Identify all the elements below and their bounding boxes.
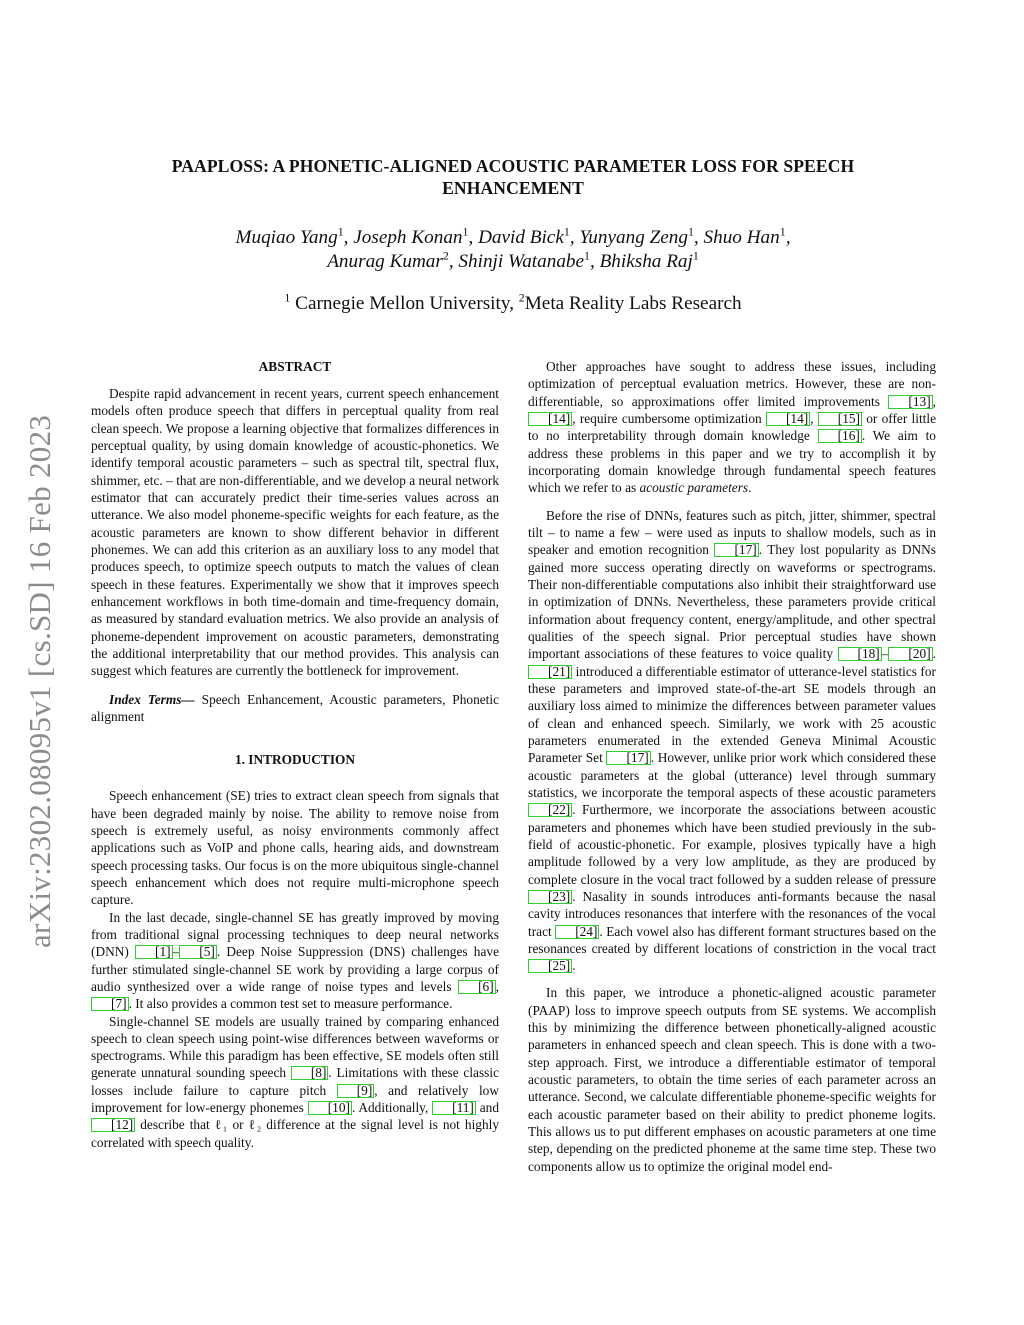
author: Bhiksha Raj$^1$ (599, 248, 699, 272)
citation-link[interactable]: [22] (528, 803, 572, 817)
author: Anurag Kumar$^2$ (327, 248, 449, 272)
citation-link[interactable]: [15] (818, 412, 862, 426)
citation-link[interactable]: [13] (888, 395, 932, 409)
paper-title-line-2: ENHANCEMENT (442, 178, 584, 198)
paragraph: In the last decade, single-channel SE has greatly improved by moving from traditional signal processing techniques to deep neural networks (DNN) [1] – [5] . Deep Noise Suppression (DNS) challenges have further stimulated single-channel SE work by providing a large corpus of audio synthesized over a wide range of noise types and levels [6] , [7] . It also provides a common test set to measure performance. (91, 909, 499, 1012)
author: David Bick$^1$ (478, 224, 570, 248)
paper-title-line-1: PAAPLOSS: A PHONETIC-ALIGNED ACOUSTIC PARAMETER LOSS FOR SPEECH (171, 156, 855, 176)
index-terms-text: Speech Enhancement, Acoustic parameters, Phonetic alignment (91, 691, 499, 724)
citation-link[interactable]: [12] (91, 1118, 135, 1132)
citation-link[interactable]: [8] (291, 1066, 329, 1080)
abstract-text: Despite rapid advancement in recent years, current speech enhancement models often produce speech that differs in perceptual quality from real clean speech. We propose a learning objective that formalizes differences in perceptual quality, by using domain knowledge of acoustic-phonetics. We identify temporal acoustic parameters – such as spectral tilt, spectral flux, shimmer, etc. – that are non-differentiable, and we develop a neural network estimator that can accurately predict their time-series values across an utterance. We also model phoneme-specific weights for each feature, as the acoustic parameters are known to show different behavior in different phonemes. We can add this criterion as an auxiliary loss to any model that produces speech, to optimize speech outputs to match the values of clean speech in these features. Experimentally we show that it improves speech enhancement workflows in both time-domain and time-frequency domain, as measured by standard evaluation metrics. We also provide an analysis of phoneme-dependent improvement on acoustic parameters, demonstrating the additional interpretability that our method provides. This analysis can suggest which features are currently the bottleneck for improvement. (91, 386, 499, 679)
citation-link[interactable]: [10] (308, 1101, 352, 1115)
citation-link[interactable]: [17] (714, 543, 758, 557)
citation-link[interactable]: [20] (888, 647, 932, 661)
right-column-body (528, 358, 936, 1175)
citation-link[interactable]: [17] (606, 751, 650, 765)
author-list (90, 226, 936, 274)
introduction-body (91, 787, 499, 1151)
index-terms (91, 691, 499, 726)
citation-link[interactable]: [24] (555, 925, 599, 939)
citation-link[interactable]: [6] (458, 980, 496, 994)
left-column (91, 358, 499, 1151)
affiliation-cmu: Carnegie Mellon University (295, 293, 510, 314)
author-line-2: Anurag Kumar$^2$, Shinji Watanabe$^1$, Bhiksha Raj$^1$ (327, 248, 699, 272)
affiliations: $^1$ Carnegie Mellon University, $^2$Meta Reality Labs Research (284, 290, 742, 314)
author: Muqiao Yang$^1$ (235, 224, 344, 248)
citation-link[interactable]: [5] (179, 945, 217, 959)
paragraph: Single-channel SE models are usually trained by comparing enhanced speech to clean speech using point-wise differences between waveforms or spectrograms. While this paradigm has been effective, SE models often still generate unnatural sounding speech [8] . Limitations with these classic losses include failure to capture pitch [9] , and relatively low improvement for low-energy phonemes [10] . Additionally, [11] and [12] describe that ℓ₁ or ℓ₂ difference at the signal level is not highly correlated with speech quality. (91, 1013, 499, 1150)
citation-link[interactable]: [11] (432, 1101, 476, 1115)
emphasis: acoustic parameters (639, 480, 749, 496)
citation-link[interactable]: [14] (766, 412, 810, 426)
abstract-heading: ABSTRACT (258, 359, 332, 374)
citation-link[interactable]: [1] (135, 945, 173, 959)
author: Joseph Konan$^1$ (353, 224, 469, 248)
arxiv-identifier: arXiv:2302.08095v1 [cs.SD] 16 Feb 2023 (22, 414, 57, 948)
paragraph: Other approaches have sought to address these issues, including optimization of perceptual evaluation metrics. However, these are non-differentiable, so approximations offer limited improvements [13] , [14] , require cumbersome optimization [14] , [15] or offer little to no interpretability through domain knowledge [16] . We aim to address these problems in this paper and we try to accomplish it by incorporating domain knowledge through fundamental speech features which we refer to as acoustic parameters. (528, 359, 936, 496)
right-column (528, 358, 936, 1175)
citation-link[interactable]: [16] (818, 429, 862, 443)
paper-title (90, 155, 936, 199)
citation-link[interactable]: [21] (528, 665, 572, 679)
citation-link[interactable]: [25] (528, 959, 572, 973)
paragraph: In this paper, we introduce a phonetic-aligned acoustic parameter (PAAP) loss to improve speech outputs from SE systems. We accomplish this by minimizing the difference between phonetically-aligned acoustic parameters in enhanced speech and clean speech. This is done with a two-step approach. First, we introduce a differentiable estimator of temporal acoustic parameters, to obtain the time series of each parameter across an utterance. Second, we calculate differentiable phoneme-specific weights for each acoustic parameter based on their ability to predict phoneme logits. This allows us to put different emphases on acoustic parameters at one time step, depending on the predicted phoneme at the same time step. These two components allow us to optimize the original model end- (528, 985, 936, 1174)
author: Shinji Watanabe$^1$ (458, 248, 590, 272)
citation-link[interactable]: [7] (91, 997, 129, 1011)
citation-link[interactable]: [9] (337, 1084, 375, 1098)
citation-link[interactable]: [23] (528, 890, 572, 904)
citation-link[interactable]: [14] (528, 412, 572, 426)
author-line-1: Muqiao Yang$^1$, Joseph Konan$^1$, David Bick$^1$, Yunyang Zeng$^1$, Shuo Han$^1$, (235, 224, 791, 248)
paragraph: Before the rise of DNNs, features such as pitch, jitter, shimmer, spectral tilt – to name a few – were used as inputs to shallow models, such as in speaker and emotion recognition [17] . They lost popularity as DNNs gained more success operating directly on waveforms or spectrograms. Their non-differentiable computations also inhibit their straightforward use in optimization of DNNs. Nevertheless, these parameters provide critical information about frequency content, energy/amplitude, and other spectral qualities of the speech signal. Prior perceptual studies have shown important associations of these features to voice quality [18] – [20] . [21] introduced a differentiable estimator of utterance-level statistics for these parameters and improved state-of-the-art SE models through an auxiliary loss aimed to minimize the differences between parameter values of clean and enhanced speech. Similarly, we work with 25 acoustic parameters enumerated in the extended Geneva Minimal Acoustic Parameter Set [17] . However, unlike prior work which considered these acoustic parameters at the global (utterance) level through summary statistics, we incorporate the temporal aspects of these acoustic parameters [22] . Furthermore, we incorporate the associations between acoustic parameters and phonemes which have been studied previously in the sub-field of acoustic-phonetic. For example, plosives typically have a high amplitude followed by a very low amplitude, as they are produced by complete closure in the vocal tract followed by a sudden release of pressure [23] . Nasality in sounds introduces anti-formants because the nasal cavity introduces resonances that interfere with the resonances of the vocal tract [24] . Each vowel also has different formant structures based on the resonances created by different locations of constriction in the vocal tract [25] . (528, 507, 936, 974)
citation-link[interactable]: [18] (838, 647, 882, 661)
paragraph: Speech enhancement (SE) tries to extract clean speech from signals that have been degraded mainly by noise. The ability to remove noise from speech is extremely useful, as noisy environments commonly affect applications such as VoIP and phone calls, hearing aids, and downstream speech processing tasks. Our focus is on the more ubiquitous single-channel speech enhancement which does not require multi-microphone speech capture. (91, 788, 499, 908)
author: Shuo Han$^1$ (703, 224, 786, 248)
author: Yunyang Zeng$^1$ (579, 224, 694, 248)
introduction-heading: 1. INTRODUCTION (234, 752, 356, 768)
affiliation-meta: Meta Reality Labs Research (524, 293, 742, 314)
index-terms-label: Index Terms— (109, 691, 195, 707)
